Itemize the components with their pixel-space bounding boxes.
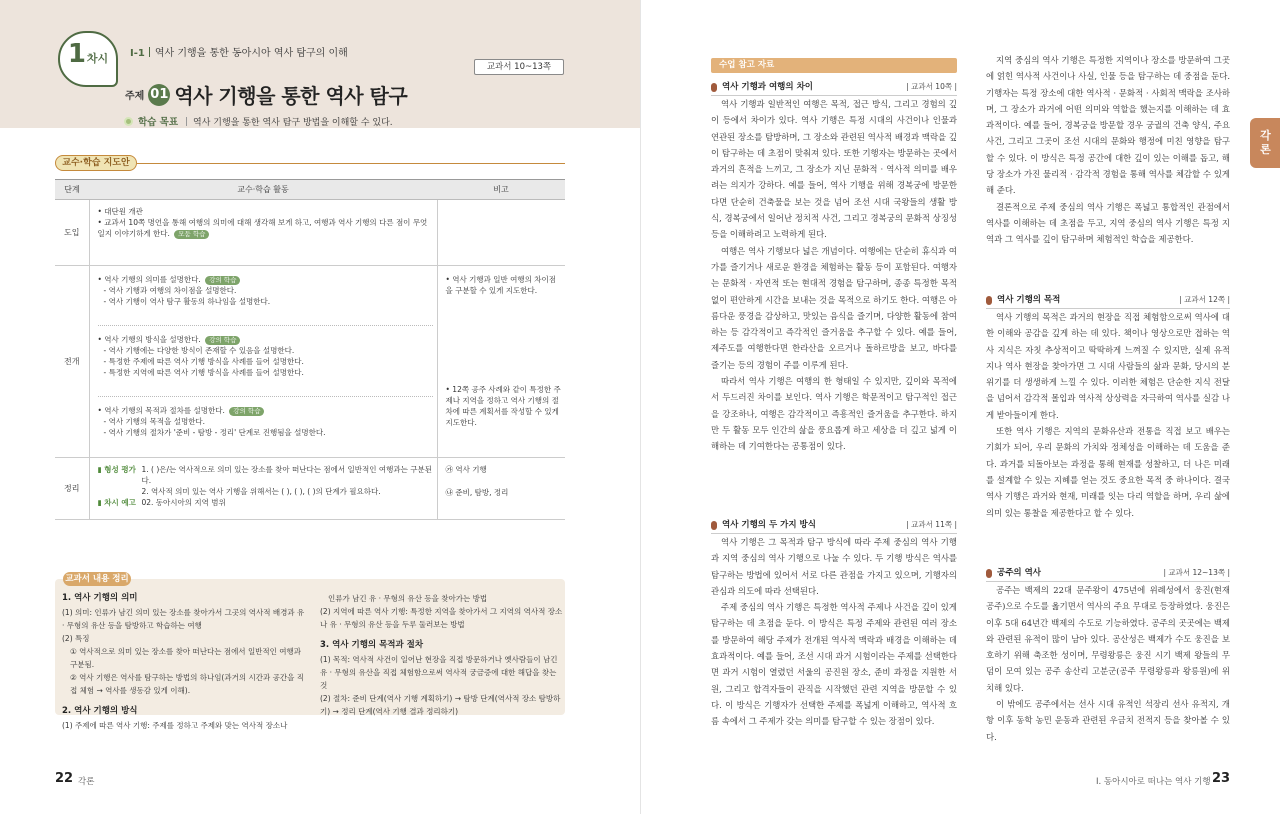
next-lesson-label: ▮ 차시 예고: [97, 498, 136, 507]
develop-b2-sub1: - 역사 기행에는 다양한 방식이 존재할 수 있음을 설명한다.: [103, 346, 295, 355]
unit-separator: [149, 47, 150, 57]
topic-title: 역사 기행을 통한 역사 탐구: [174, 84, 408, 108]
textbook-pages-badge: 교과서 10~13쪽: [474, 59, 564, 75]
develop-b1-main: [98, 274, 433, 285]
section-4-para-2: 이 밖에도 공주에서는 선사 시대 유적인 석장리 선사 유적지, 개항 이후 동학 농민 운동과 관련된 우금치 전적지 등을 찾아볼 수 있다.: [986, 699, 1230, 742]
develop-note-2: • 12쪽 공주 사례와 같이 특정한 주제나 지역을 정하고 역사 기행의 절차에 따른 계획서를 작성할 수 있게 지도한다.: [445, 385, 561, 427]
summary-spacer-2: [320, 631, 565, 639]
section-marker-icon: [711, 521, 717, 530]
develop-activity: [89, 266, 437, 458]
section-ref-3: | 교과서 12쪽 |: [1179, 295, 1230, 305]
page-number-left: 22: [55, 771, 74, 786]
develop-note-1: • 역사 기행과 일반 여행의 차이점을 구분할 수 있게 지도한다.: [445, 275, 557, 295]
section-3-para-1: 역사 기행의 목적은 과거의 현장을 직접 체험함으로써 역사에 대한 이해와 공감을 깊게 하는 데 있다. 책이나 영상으로만 접하는 역사 지식은 자칫 추상적이고 딱딱하게 느껴질 수 있지만, 실제 유적지나 역사 현장을 찾아가면 그 시대 사람들의 삶과 문화, 당시의 분위기를 더 생생하게 느낄 수 있다. 이러한 체험은 단순한 지식 전달을 넘어서 감각적 몰입과 역사적 상상력을 자극하여 역사를 실감 나게 받아들이게 한다.: [986, 312, 1230, 420]
lecture-tag-3: 강의 학습: [229, 407, 264, 416]
develop-b3-sub2: - 역사 기행의 절차가 '준비 - 탐방 - 정리' 단계로 진행됨을 설명한다.: [103, 428, 326, 437]
develop-block-2: [98, 325, 433, 378]
summary-line-1: (1) 의미: 인류가 남긴 의미 있는 장소를 찾아가서 그곳의 역사적 배경과 유 · 무형의 유산 등을 탐방하고 학습하는 여행: [62, 608, 305, 630]
summary-heading-2: 2. 역사 기행의 방식: [62, 706, 138, 716]
intro-line-2: [98, 217, 433, 239]
lecture-tag-1: 강의 학습: [205, 276, 240, 285]
develop-b3-main: [98, 405, 433, 416]
learning-goal: [124, 114, 393, 128]
section-marker-icon: [711, 83, 717, 92]
section-marker-icon: [986, 296, 992, 305]
summary-spacer: [62, 697, 307, 705]
section-1-para-3: 따라서 역사 기행은 여행의 한 형태일 수 있지만, 깊이와 목적에서 두드러진 차이를 보인다. 역사 기행은 학문적이고 탐구적인 접근을 강조하나, 여행은 감각적이고 즉흥적인 즐거움을 추구한다. 하지만 두 활동 모두 인간의 삶을 풍요롭게 하고 세상을 더 깊고 넓게 이해하는 데 기여한다는 공통점이 있다.: [711, 376, 957, 452]
intro-activity: [89, 200, 437, 266]
section-region-method: [986, 52, 1230, 248]
reference-title: 수업 참고 자료: [711, 58, 957, 73]
section-ref-4: | 교과서 12~13쪽 |: [1163, 568, 1230, 578]
develop-block-1: [98, 274, 433, 307]
develop-b1-sub2: - 역사 기행이 역사 탐구 활동의 하나임을 설명한다.: [103, 297, 271, 306]
table-header-note: 비고: [437, 180, 565, 200]
stage-develop: 전개: [55, 266, 89, 458]
develop-b2-main: [98, 334, 433, 345]
side-tab-gakron: [1250, 118, 1280, 168]
lesson-number: 1: [67, 39, 86, 69]
section-heading-1: [711, 80, 957, 96]
section-1-para-2: 여행은 역사 기행보다 넓은 개념이다. 여행에는 단순히 휴식과 여가를 즐기거나 새로운 환경을 체험하는 활동 등이 포함된다. 여행자는 문화적 · 자연적 또는 현대적 경험을 탐구하며, 종종 특정한 목적 없이 편안하게 시간을 보내는 것을 목적으로 하기도 한다. 여행은 아름다운 풍경을 감상하고, 맛있는 음식을 즐기며, 다양한 활동에 참여하는 등 감각적이고 즉각적인 즐거움을 추구할 수 있다. 예를 들어, 제주도를 여행한다면 한라산을 오르거나 돌하르방을 보고, 바다를 즐기는 등의 경험이 주를 이루게 된다.: [711, 245, 957, 370]
section-1-para-1: 역사 기행과 일반적인 여행은 목적, 접근 방식, 그리고 경험의 깊이 등에서 차이가 있다. 역사 기행은 특정 시대의 사건이나 인물과 연관된 장소를 탐방하며, 그 장소와 관련된 역사적 배경과 맥락을 깊이 탐구하는 데 초점이 맞춰져 있다. 또한 기행자는 방문하는 곳에서 과거의 흔적을 느끼고, 그 장소가 지닌 문화적 · 역사적 의미를 배우려는 의지가 강하다. 예를 들어, 역사 기행을 위해 경복궁에 방문한다면 단순히 건축물을 보는 것을 넘어 조선 시대 국왕들의 생활 방식, 경복궁에서 일어난 정치적 사건, 그리고 경복궁의 문화적 상징성 등을 이해하려고 노력하게 된다.: [711, 99, 957, 240]
footer-label-right: I. 동아시아로 떠나는 역사 기행: [1096, 777, 1211, 787]
footer-label-left: 각론: [78, 777, 95, 787]
group-learning-tag: 모둠 학습: [174, 230, 209, 239]
col-b-para-1: 지역 중심의 역사 기행은 특정한 지역이나 장소를 방문하여 그곳에 얽힌 역사적 사건이나 사실, 인물 등을 탐구하는 데 중점을 둔다. 기행자는 특정 장소에 대한 역사적 · 문화적 · 사회적 맥락을 조사하며, 그 장소가 과거에 어떤 의미와 역할을 했는지를 이해하는 데 효과적이다. 예를 들어, 경복궁을 방문할 경우 궁궐의 건축 양식, 주요 사건, 그리고 그곳이 조선 시대의 문화와 행정에 미친 영향을 탐구할 수 있다. 이 방식은 특정 공간에 대한 깊이 있는 이해를 돕고, 해당 장소가 가진 물리적 · 감각적 경험을 통해 역사를 체감할 수 있게 해 준다.: [986, 55, 1230, 196]
summary-line-2: (2) 특징: [62, 634, 90, 643]
section-title-3: 역사 기행의 목적: [997, 295, 1061, 306]
summary-line-4: ② 역사 기행은 역사를 탐구하는 방법의 하나임(과거의 시간과 공간을 직접 체험 → 역사를 생동감 있게 이해).: [70, 673, 304, 695]
summary-line-6: 인류가 남긴 유 · 무형의 유산 등을 찾아가는 방법: [328, 594, 488, 603]
topic-line: [125, 80, 407, 109]
content-summary-col-1: [62, 592, 307, 732]
wrap-note: [437, 458, 565, 520]
section-purpose: [986, 293, 1230, 521]
summary-heading-3: 3. 역사 기행의 목적과 절차: [320, 640, 424, 650]
formative-eval-label: ▮ 형성 평가: [97, 465, 136, 474]
section-3-para-2: 또한 역사 기행은 지역의 문화유산과 전통을 직접 보고 배우는 기회가 되어, 우리 문화의 가치와 정체성을 이해하는 데 도움을 준다. 과거를 되돌아보는 과정을 통해 현재를 성찰하고, 더 나은 미래를 설계할 수 있는 지혜를 얻는 것도 중요한 목적 중 하나이다. 결국 역사 기행은 과거와 현재, 미래를 잇는 다리 역할을 하며, 우리 삶에 의미 있는 통찰을 제공한다고 할 수 있다.: [986, 426, 1230, 518]
col-b-para-2: 결론적으로 주제 중심의 역사 기행은 폭넓고 통합적인 관점에서 역사를 이해하는 데 초점을 두고, 지역 중심의 역사 기행은 특정 지역과 그 역사를 깊이 탐구하며 체험적인 학습을 제공한다.: [986, 201, 1230, 245]
develop-note: [437, 266, 565, 458]
section-heading-3: [986, 293, 1230, 309]
section-2-para-1: 역사 기행은 그 목적과 탐구 방식에 따라 주제 중심의 역사 기행과 지역 중심의 역사 기행으로 나눌 수 있다. 두 기행 방식은 역사를 탐구하는 방법에 있어서 서로 다른 관점을 가지고 있으며, 기행자의 관심과 의도에 따라 선택된다.: [711, 537, 957, 596]
section-title-1: 역사 기행과 여행의 차이: [722, 82, 813, 93]
lecture-tag-2: 강의 학습: [205, 336, 240, 345]
section-ref-1: | 교과서 10쪽 |: [906, 82, 957, 92]
right-page: [640, 0, 1280, 814]
goal-label: 학습 목표: [138, 117, 179, 128]
side-tab-char-2: 론: [1260, 143, 1271, 156]
lesson-badge: [58, 31, 118, 87]
answer-1: ㉮ 역사 기행: [445, 465, 487, 474]
section-title-2: 역사 기행의 두 가지 방식: [722, 520, 816, 531]
section-4-para-1: 공주는 백제의 22대 문주왕이 475년에 위례성에서 웅진(현재 공주)으로 수도를 옮기면서 역사의 주요 무대로 등장하였다. 웅진은 이후 5대 64년간 백제의 수도로 기능하였다. 공주의 곳곳에는 백제와 관련된 유적이 많이 남아 있다. 공산성은 백제가 수도 웅진을 보호하기 위해 축조한 성이며, 무령왕릉은 웅진 시기 백제 왕들의 무덤이 모여 있는 공주 송산리 고분군(공주 무령왕릉과 왕릉원)에 위치해 있다.: [986, 585, 1230, 693]
answer-2: ㉯ 준비, 탐방, 정리: [445, 488, 509, 497]
table-row-wrap: [55, 458, 565, 520]
table-row-intro: [55, 200, 565, 266]
unit-code: I-1: [130, 48, 145, 59]
formative-eval: [98, 464, 433, 497]
develop-b1-main-text: • 역사 기행의 의미를 설명한다.: [97, 275, 201, 284]
unit-line: [130, 44, 348, 59]
guide-divider: [137, 163, 565, 164]
develop-block-3: [98, 396, 433, 438]
develop-b1-sub1: - 역사 기행과 여행의 차이점을 설명한다.: [103, 286, 237, 295]
formative-eval-body: [142, 464, 433, 497]
next-lesson-text: 02. 동아시아의 지역 범위: [141, 498, 226, 507]
side-tab-char-1: 각: [1260, 129, 1271, 142]
intro-line-2-text: • 교과서 10쪽 명언을 통해 여행의 의미에 대해 생각해 보게 하고, 여행과 역사 기행의 다른 점이 무엇일지 이야기하게 한다.: [97, 218, 428, 238]
wrap-activity: [89, 458, 437, 520]
intro-line-1: • 대단원 개관: [97, 207, 143, 216]
goal-bullet-icon: [124, 117, 133, 126]
unit-title: 역사 기행을 통한 동아시아 역사 탐구의 이해: [154, 48, 348, 59]
section-marker-icon: [986, 569, 992, 578]
stage-wrap: 정리: [55, 458, 89, 520]
table-row-develop: [55, 266, 565, 458]
section-ref-2: | 교과서 11쪽 |: [906, 520, 957, 530]
section-heading-4: [986, 566, 1230, 582]
section-two-methods: [711, 518, 957, 730]
formative-eval-q1: 1. ( )은/는 역사적으로 의미 있는 장소를 찾아 떠난다는 점에서 일반적인 여행과는 구분된다.: [141, 465, 432, 485]
table-header-stage: 단계: [55, 180, 89, 200]
summary-line-9: (2) 절차: 준비 단계(역사 기행 계획하기) → 탐방 단계(역사적 장소 탐방하기) → 정리 단계(역사 기행 결과 정리하기): [320, 694, 561, 716]
section-title-4: 공주의 역사: [997, 568, 1042, 579]
guide-title: 교수·학습 지도안: [55, 155, 137, 171]
summary-line-8: (1) 목적: 역사적 사건이 일어난 현장을 직접 방문하거나 옛사람들이 남긴 유 · 무형의 유산을 직접 체험함으로써 역사적 궁금증에 대한 해답을 찾는 것: [320, 655, 558, 690]
section-heading-2: [711, 518, 957, 534]
content-summary-title: 교과서 내용 정리: [63, 572, 131, 586]
develop-b2-main-text: • 역사 기행의 방식을 설명한다.: [97, 335, 201, 344]
section-travel-difference: [711, 80, 957, 455]
content-summary-col-2: [320, 592, 565, 718]
summary-line-3: ① 역사적으로 의미 있는 장소를 찾아 떠난다는 점에서 일반적인 여행과 구분됨.: [70, 647, 302, 669]
lesson-unit-label: 차시: [86, 52, 109, 65]
summary-line-5: (1) 주제에 따른 역사 기행: 주제를 정하고 주제와 맞는 역사적 장소나: [62, 721, 288, 730]
next-lesson: [98, 497, 433, 508]
goal-separator: [186, 117, 187, 126]
topic-label: 주제: [125, 91, 145, 102]
develop-b2-sub3: - 특정한 지역에 따른 역사 기행 방식을 사례를 들어 설명한다.: [103, 368, 304, 377]
section-2-para-2: 주제 중심의 역사 기행은 특정한 역사적 주제나 사건을 깊이 있게 탐구하는 데 초점을 둔다. 이 방식은 특정 주제와 관련된 여러 장소를 방문하여 해당 주제가 전개된 역사적 맥락과 배경을 이해하는 데 효과적이다. 예를 들어, 조선 시대 과거 시험이라는 주제를 선택한다면 과거 시험이 열렸던 서울의 공진원 장소, 준비 과정을 지원한 서원, 그리고 합격자들이 관직을 시작했던 관련 지역을 방문할 수 있다. 이 방식은 기행자가 선택한 주제를 폭넓게 이해하고, 역사적 흐름 속에서 그 주제가 갖는 의미를 탐구할 수 있는 장점이 있다.: [711, 602, 957, 727]
develop-b3-main-text: • 역사 기행의 목적과 절차를 설명한다.: [97, 406, 225, 415]
summary-line-7: (2) 지역에 따른 역사 기행: 특정한 지역을 찾아가서 그 지역의 역사적 장소나 유 · 무형의 유산 등을 두루 둘러보는 방법: [320, 607, 563, 629]
table-header-activity: 교수·학습 활동: [89, 180, 437, 200]
develop-b3-sub1: - 역사 기행의 목적을 설명한다.: [103, 417, 206, 426]
stage-intro: 도입: [55, 200, 89, 266]
develop-b2-sub2: - 특정한 주제에 따른 역사 기행 방식을 사례를 들어 설명한다.: [103, 357, 304, 366]
intro-note: [437, 200, 565, 266]
goal-text: 역사 기행을 통한 역사 탐구 방법을 이해할 수 있다.: [193, 117, 393, 128]
formative-eval-q2: 2. 역사적 의미 있는 역사 기행을 위해서는 ( ), ( ), ( )의 단계가 필요하다.: [141, 487, 381, 496]
topic-number: 01: [148, 84, 170, 106]
table-header-row: [55, 180, 565, 200]
lesson-plan-table: [55, 179, 565, 520]
page-number-right: 23: [1212, 771, 1231, 786]
section-gongju-history: [986, 566, 1230, 745]
summary-heading-1: 1. 역사 기행의 의미: [62, 593, 138, 603]
